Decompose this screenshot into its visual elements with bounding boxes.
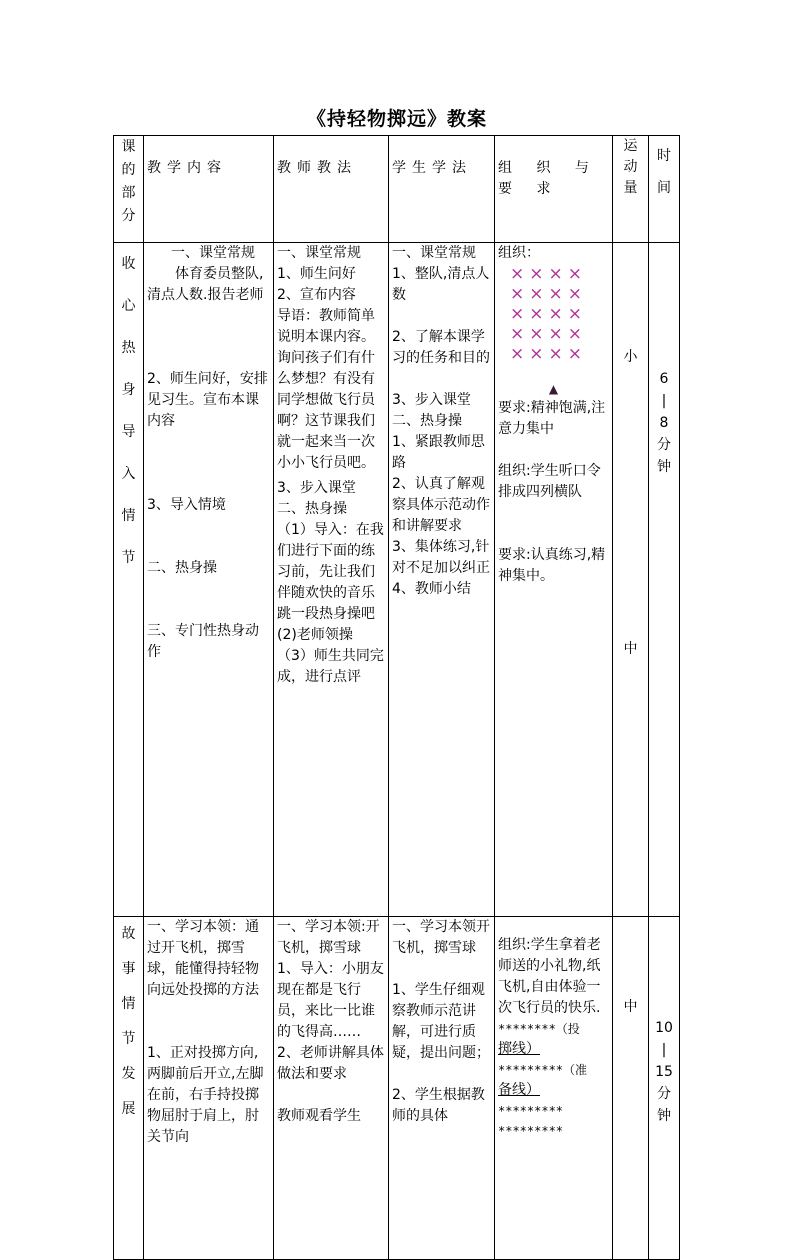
lesson-plan-table bbox=[113, 135, 680, 1260]
section-row-story bbox=[114, 917, 680, 1260]
part-story: 故 事 情 节 发 展 bbox=[114, 917, 144, 1260]
header-student: 学生学法 bbox=[389, 136, 495, 243]
time-story: 10 | 15 分 钟 bbox=[649, 917, 680, 1260]
teacher-story: 一、学习本领:开飞机，掷雪球 1、导入：小朋友现在都是飞行员，来比一比谁的飞得高…… 2、老师讲解具体做法和要求 教师观看学生 bbox=[274, 917, 389, 1260]
formation-row: ×××× bbox=[510, 304, 587, 324]
load-story: 中 bbox=[613, 917, 649, 1260]
header-load: 运 动 量 bbox=[613, 136, 649, 243]
header-part: 课 的 部 分 bbox=[114, 136, 144, 243]
header-content: 教学内容 bbox=[144, 136, 274, 243]
organize-story: 组织:学生拿着老师送的小礼物,纸飞机,自由体验一次飞行员的快乐. ********（投 掷线） *********（准 备线） ********* ********* bbox=[495, 917, 613, 1260]
header-time: 时 间 bbox=[649, 136, 680, 243]
organize-warmup: 组织： ×××× ×××× ×××× ×××× ×××× ▲ 要求:精神饱满,注意力集中 组织:学生听口令排成四列横队 要求:认真练习,精神集中。 bbox=[495, 243, 613, 917]
teacher-warmup: 一、课堂常规 1、师生问好 2、宣布内容 导语：教师简单说明本课内容。询问孩子们有什么梦想？有没有同学想做飞行员啊？这节课我们就一起来当一次小小飞行员吧。 3、步入课堂 二、热身操 （1）导入：在我们进行下面的练习前，先让我们伴随欢快的音乐跳一段热身操吧(2)老师领操 （3）师生共同完成，进行点评 bbox=[274, 243, 389, 917]
header-teacher: 教师教法 bbox=[274, 136, 389, 243]
formation-row: ×××× bbox=[510, 284, 587, 304]
load-warmup: 小 中 bbox=[613, 243, 649, 917]
formation-row: ×××× bbox=[510, 264, 587, 284]
content-story: 一、学习本领：通过开飞机，掷雪球，能懂得持轻物向远处投掷的方法 1、正对投掷方向,两脚前后开立,左脚在前，右手持投掷物屈肘于肩上，肘关节向 bbox=[144, 917, 274, 1260]
page-title: 《持轻物掷远》教案 bbox=[306, 108, 487, 130]
student-story: 一、学习本领开飞机，掷雪球 1、学生仔细观察教师示范讲解，可进行质疑，提出问题； 2、学生根据教师的具体 bbox=[389, 917, 495, 1260]
content-warmup: 一、课堂常规 体育委员整队,清点人数.报告老师 2、师生问好，安排见习生。宣布本课内容 3、导入情境 二、热身操 三、专门性热身动作 bbox=[144, 243, 274, 917]
part-warmup: 收 心 热 身 导 入 情 节 bbox=[114, 243, 144, 917]
student-warmup: 一、课堂常规 1、整队,清点人数 2、了解本课学习的任务和目的 3、步入课堂 二、热身操 1、紧跟教师思路 2、认真了解观察具体示范动作和讲解要求 3、集体练习,针对不足加以纠正 4、教师小结 bbox=[389, 243, 495, 917]
time-warmup: 6 | 8 分 钟 bbox=[649, 243, 680, 917]
header-row bbox=[114, 136, 680, 243]
section-row-warmup bbox=[114, 243, 680, 917]
formation-row: ×××× bbox=[510, 324, 587, 344]
header-organize: 组 织 与 要 求 bbox=[495, 136, 613, 243]
formation-row: ×××× bbox=[510, 344, 587, 364]
teacher-position-icon: ▲ bbox=[548, 382, 559, 396]
